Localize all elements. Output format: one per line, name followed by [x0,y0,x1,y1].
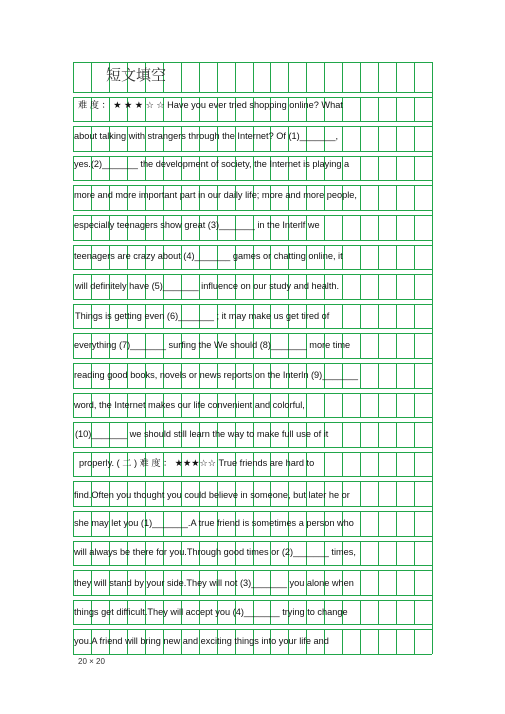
passage-line: you.A friend will bring new and exciting things into your life and [74,636,329,646]
document-title: 短文填空 [106,66,167,84]
grid-row-line [73,363,432,364]
grid-row-line [73,600,432,601]
passage-line: will always be there for you.Through good times or (2)_______ times, [74,547,356,557]
passage-line: yes.(2)_______ the development of society, the Internet is playing a [74,159,350,169]
passage-line: about talking with strangers through the Internet? Of (1)_______, [74,131,339,141]
grid-row-line [73,274,432,275]
passage-line: especially teenagers show great (3)_______ in the Interlf we [74,220,320,230]
grid-row-gap [73,596,432,600]
grid-row-gap [73,181,432,185]
grid-row-gap [73,418,432,422]
grid-row-line [73,245,432,246]
passage-line: word, the Internet makes our life convenient and colorful, [74,400,305,410]
grid-row-line [73,422,432,423]
grid-row-gap [73,448,432,452]
grid-row-line [73,541,432,542]
grid-row-gap [73,241,432,245]
passage-line: teenagers are crazy about (4)_______ games or chatting online, it [74,251,343,261]
grid-row-line [73,156,432,157]
grid-row-line [73,215,432,216]
grid-row-gap [73,300,432,304]
manuscript-grid [73,62,432,654]
grid-row-line [73,654,432,655]
grid-row-line [73,333,432,334]
grid-row-line [73,62,432,63]
grid-row-gap [73,152,432,156]
grid-row-line [73,452,432,453]
passage-line: Things is getting even (6)_______ ; it may make us get tired of [75,311,330,321]
passage-line: 难 度 ： ★ ★ ★ ☆ ☆ Have you ever tried shopping online? What [78,100,343,110]
passage-line: they will stand by your side.They will not (3)_______ you alone when [74,578,354,588]
passage-line: will definitely have (5)_______ influence on our study and health. [75,281,340,291]
grid-row-gap [73,566,432,570]
passage-line: more and more important part in our daily life; more and more people, [74,190,357,200]
grid-size-label: 20 × 20 [78,657,105,666]
grid-row-line [73,629,432,630]
grid-row-line [73,511,432,512]
passage-line: everything (7)_______ surfing the We should (8)_______ more time [74,340,351,350]
grid-column-line [432,62,433,654]
grid-row-gap [73,389,432,393]
grid-row-line [73,185,432,186]
grid-row-gap [73,270,432,274]
grid-row-gap [73,477,432,481]
grid-row-line [73,97,432,98]
passage-line: she may let you (1)_______.A true friend is sometimes a person who [74,518,354,528]
grid-row-gap [73,93,432,97]
grid-row-gap [73,359,432,363]
grid-row-gap [73,507,432,511]
grid-row-gap [73,537,432,541]
grid-row-gap [73,211,432,215]
grid-row-gap [73,329,432,333]
grid-row-gap [73,625,432,629]
passage-line: things get difficult.They will accept you (4)_______ trying to change [74,607,348,617]
grid-row-gap [73,122,432,126]
grid-row-line [73,570,432,571]
grid-row-line [73,304,432,305]
grid-row-line [73,481,432,482]
passage-line: find.Often you thought you could believe in someone, but later he or [74,490,350,500]
passage-line: reading good books, novels or news reports on the Interln (9)_______ [74,370,358,380]
passage-line: (10)_______ we should still learn the way to make full use of it [75,429,329,439]
grid-row-line [73,393,432,394]
grid-row-line [73,126,432,127]
passage-line: properly. ( 二 ) 难 度 ： ★★★☆☆ True friends are hard to [79,458,315,468]
